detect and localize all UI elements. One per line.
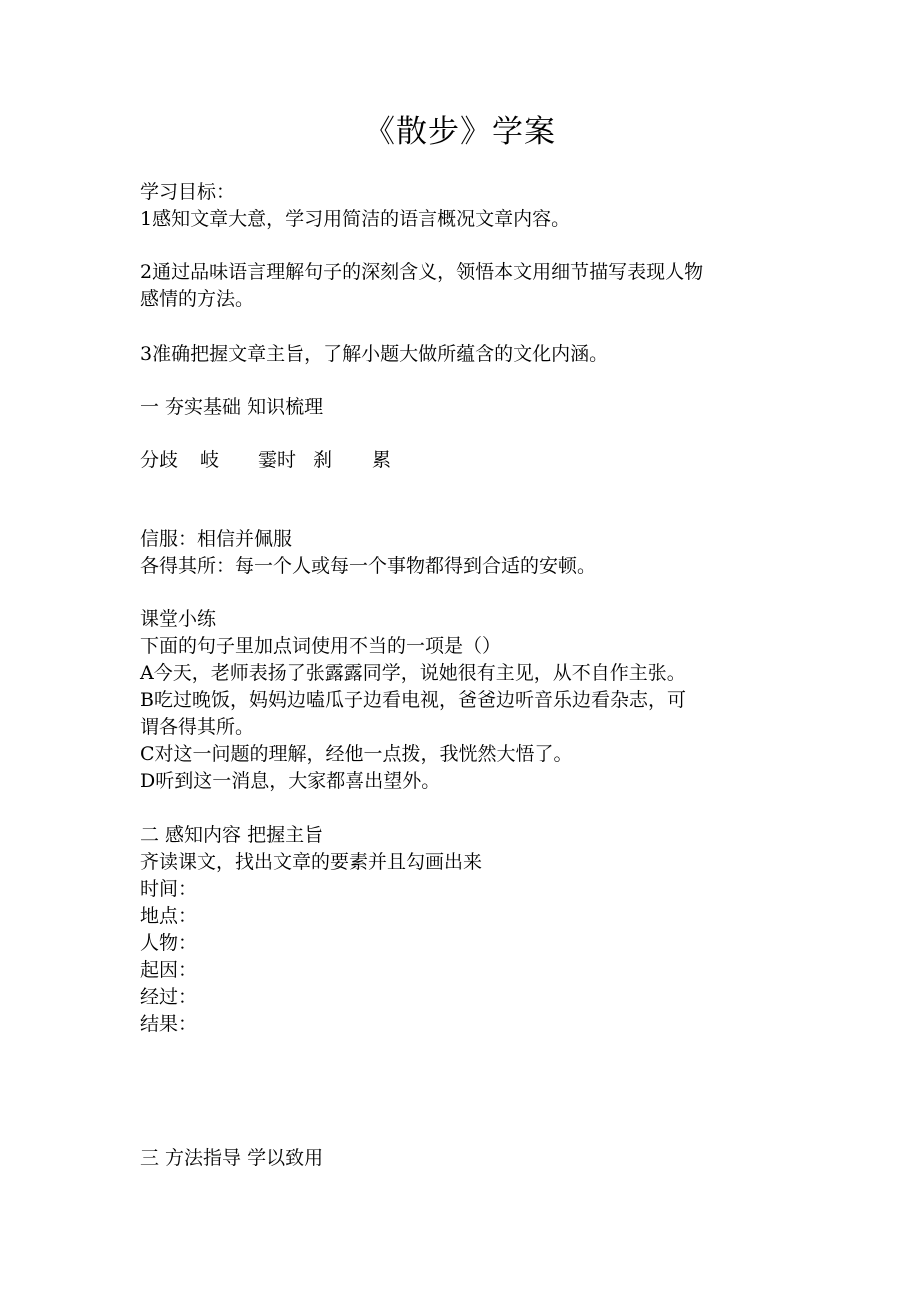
section-1-heading: 一 夯实基础 知识梳理: [140, 396, 324, 418]
option-a: A今天，老师表扬了张露露同学，说她很有主见，从不自作主张。: [140, 662, 686, 684]
objective-3: 3准确把握文章主旨，了解小题大做所蕴含的文化内涵。: [140, 343, 609, 365]
vocab-2: 各得其所：每一个人或每一个事物都得到合适的安顿。: [140, 555, 597, 577]
objective-2-line-1: 2通过品味语言理解句子的深刻含义，领悟本文用细节描写表现人物: [140, 261, 704, 283]
option-c: C对这一问题的理解，经他一点拨，我恍然大悟了。: [140, 743, 573, 765]
pinyin-item: 岐: [200, 449, 220, 471]
section-2-task: 齐读课文，找出文章的要素并且勾画出来: [140, 851, 483, 873]
section-2-heading: 二 感知内容 把握主旨: [140, 824, 324, 846]
vocab-1: 信服：相信并佩服: [140, 528, 293, 550]
option-b-line-1: B吃过晚饭，妈妈边嗑瓜子边看电视，爸爸边听音乐边看杂志，可: [140, 689, 686, 711]
element-place: 地点：: [140, 905, 198, 927]
pinyin-item: 霎时: [258, 449, 297, 471]
element-characters: 人物：: [140, 932, 198, 954]
pinyin-item: 分歧: [140, 449, 179, 471]
objective-2-line-2: 感情的方法。: [140, 288, 255, 310]
option-d: D听到这一消息，大家都喜出望外。: [140, 770, 441, 792]
element-time: 时间：: [140, 878, 198, 900]
element-cause: 起因：: [140, 959, 198, 981]
pinyin-item: 累: [372, 449, 392, 471]
pinyin-item: 刹: [313, 449, 333, 471]
element-result: 结果：: [140, 1013, 198, 1035]
objectives-heading: 学习目标：: [140, 181, 236, 203]
section-3-heading: 三 方法指导 学以致用: [140, 1147, 324, 1169]
element-process: 经过：: [140, 986, 198, 1008]
practice-heading: 课堂小练: [140, 608, 217, 630]
practice-question: 下面的句子里加点词使用不当的一项是（）: [140, 635, 502, 657]
objective-1: 1感知文章大意，学习用简洁的语言概况文章内容。: [140, 208, 571, 230]
option-b-line-2: 谓各得其所。: [140, 716, 255, 738]
document-title: 《散步》学案: [364, 114, 556, 150]
